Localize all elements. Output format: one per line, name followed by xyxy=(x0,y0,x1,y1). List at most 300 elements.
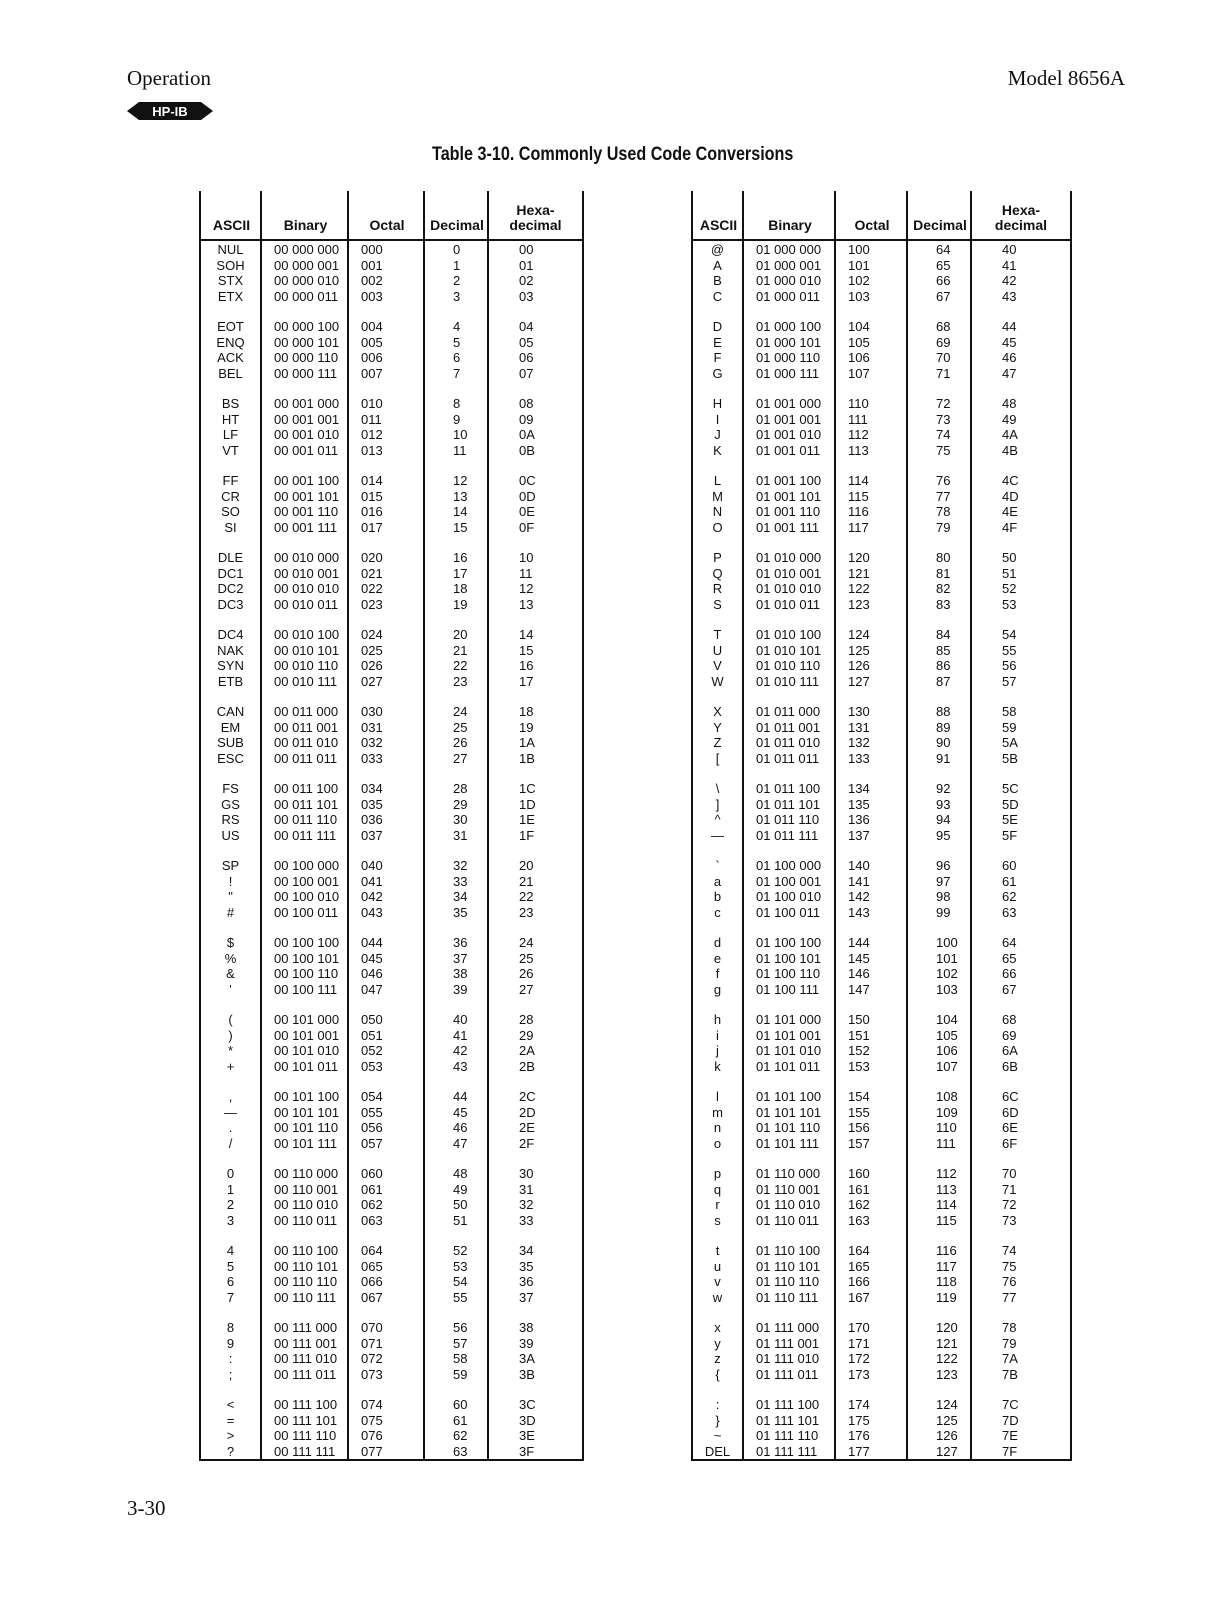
table-bottom-rule xyxy=(201,1459,582,1461)
hex-cell: 10 xyxy=(519,550,534,565)
code-table-left xyxy=(199,191,584,1461)
decimal-cell: 48 xyxy=(453,1166,468,1181)
octal-cell: 163 xyxy=(848,1212,870,1228)
ascii-cell: R xyxy=(712,581,723,597)
ascii-cell: FS xyxy=(222,781,239,796)
table-row xyxy=(201,1012,582,1028)
hex-cell: 67 xyxy=(1002,981,1017,997)
octal-cell: 046 xyxy=(361,966,383,982)
table-row xyxy=(693,335,1070,351)
hex-cell: 25 xyxy=(519,950,534,966)
octal-cell: 007 xyxy=(361,365,383,381)
octal-cell: 037 xyxy=(361,827,383,843)
hex-cell: 20 xyxy=(519,858,534,873)
decimal-cell: 58 xyxy=(453,1351,468,1367)
decimal-cell: 59 xyxy=(453,1366,468,1382)
hex-cell: 23 xyxy=(519,904,534,920)
octal-cell: 156 xyxy=(848,1120,870,1136)
decimal-cell: 68 xyxy=(936,319,951,334)
decimal-cell: 101 xyxy=(936,950,958,966)
octal-cell: 110 xyxy=(848,396,869,411)
decimal-cell: 102 xyxy=(936,966,958,982)
octal-cell: 043 xyxy=(361,904,383,920)
decimal-cell: 103 xyxy=(936,981,958,997)
decimal-cell: 12 xyxy=(453,473,468,488)
ascii-cell: SYN xyxy=(217,658,244,674)
table-row xyxy=(201,951,582,967)
hex-cell: 74 xyxy=(1002,1243,1017,1258)
table-row xyxy=(693,396,1070,412)
table-row xyxy=(693,1290,1070,1306)
octal-cell: 025 xyxy=(361,642,383,658)
hex-cell: 2B xyxy=(519,1058,535,1074)
hex-cell: 08 xyxy=(519,396,534,411)
octal-cell: 154 xyxy=(848,1089,870,1104)
ascii-cell: H xyxy=(712,396,723,411)
hex-cell: 05 xyxy=(519,334,534,350)
ascii-cell: \ xyxy=(715,781,720,796)
octal-cell: 124 xyxy=(848,627,870,642)
binary-cell: 01 000 100 xyxy=(756,319,822,334)
ascii-cell: : xyxy=(228,1351,233,1367)
ascii-cell: & xyxy=(226,966,235,982)
table-row xyxy=(201,658,582,674)
decimal-cell: 15 xyxy=(453,519,468,535)
table-row xyxy=(201,396,582,412)
ascii-cell: e xyxy=(713,950,722,966)
table-row xyxy=(201,1336,582,1352)
row-group xyxy=(201,1089,582,1166)
hex-cell: 39 xyxy=(519,1335,534,1351)
binary-cell: 01 000 001 xyxy=(756,257,822,273)
table-row xyxy=(693,1444,1070,1460)
octal-cell: 012 xyxy=(361,427,383,443)
decimal-cell: 39 xyxy=(453,981,468,997)
octal-cell: 051 xyxy=(361,1027,383,1043)
table-row xyxy=(201,889,582,905)
octal-cell: 123 xyxy=(848,596,870,612)
hex-cell: 7D xyxy=(1002,1412,1019,1428)
ascii-cell: STX xyxy=(217,273,244,289)
table-row xyxy=(693,1320,1070,1336)
octal-cell: 057 xyxy=(361,1135,383,1151)
hex-cell: 4F xyxy=(1002,519,1018,535)
octal-cell: 070 xyxy=(361,1320,383,1335)
table-row xyxy=(201,1367,582,1383)
ascii-cell: BEL xyxy=(218,365,243,381)
decimal-cell: 23 xyxy=(453,673,468,689)
octal-cell: 116 xyxy=(848,504,869,520)
table-row xyxy=(201,289,582,305)
table-row xyxy=(201,1290,582,1306)
ascii-cell: l xyxy=(716,1089,719,1104)
hex-cell: 04 xyxy=(519,319,534,334)
binary-cell: 01 111 111 xyxy=(756,1443,818,1459)
decimal-cell: 28 xyxy=(453,781,468,796)
binary-cell: 00 111 010 xyxy=(274,1351,338,1367)
binary-cell: 00 010 001 xyxy=(274,565,340,581)
table-row xyxy=(693,874,1070,890)
col-header-binary: Binary xyxy=(283,217,328,233)
binary-cell: 00 010 101 xyxy=(274,642,340,658)
table-row xyxy=(693,781,1070,797)
octal-cell: 067 xyxy=(361,1289,383,1305)
octal-cell: 050 xyxy=(361,1012,383,1027)
octal-cell: 047 xyxy=(361,981,383,997)
ascii-cell: f xyxy=(715,966,720,982)
hex-cell: 31 xyxy=(519,1181,534,1197)
hex-cell: 07 xyxy=(519,365,534,381)
ascii-cell: { xyxy=(715,1366,720,1382)
table-row xyxy=(693,1136,1070,1152)
decimal-cell: 40 xyxy=(453,1012,468,1027)
row-group xyxy=(693,1320,1070,1397)
octal-cell: 041 xyxy=(361,873,383,889)
decimal-cell: 57 xyxy=(453,1335,468,1351)
decimal-cell: 100 xyxy=(936,935,958,950)
binary-cell: 01 010 010 xyxy=(756,581,822,597)
binary-cell: 01 000 101 xyxy=(756,334,822,350)
octal-cell: 137 xyxy=(848,827,870,843)
octal-cell: 054 xyxy=(361,1089,383,1104)
octal-cell: 121 xyxy=(848,565,870,581)
ascii-cell: p xyxy=(713,1166,722,1181)
decimal-cell: 84 xyxy=(936,627,951,642)
ascii-cell: NUL xyxy=(217,242,244,257)
hex-cell: 4C xyxy=(1002,473,1019,488)
octal-cell: 140 xyxy=(848,858,870,873)
octal-cell: 155 xyxy=(848,1104,870,1120)
decimal-cell: 9 xyxy=(453,411,461,427)
decimal-cell: 35 xyxy=(453,904,468,920)
ascii-cell: ~ xyxy=(713,1428,722,1444)
decimal-cell: 95 xyxy=(936,827,951,843)
ascii-cell: ESC xyxy=(217,750,244,766)
octal-cell: 151 xyxy=(848,1027,870,1043)
hex-cell: 3C xyxy=(519,1397,536,1412)
hex-cell: 03 xyxy=(519,288,534,304)
octal-cell: 175 xyxy=(848,1412,870,1428)
binary-cell: 01 101 010 xyxy=(756,1043,822,1059)
ascii-cell: c xyxy=(714,904,721,920)
col-header-decimal: Decimal xyxy=(430,217,484,233)
binary-cell: 00 010 111 xyxy=(274,673,338,689)
table-header xyxy=(693,191,1070,241)
ascii-cell: ? xyxy=(226,1443,235,1459)
octal-cell: 171 xyxy=(848,1335,870,1351)
hex-cell: 63 xyxy=(1002,904,1017,920)
binary-cell: 00 101 111 xyxy=(274,1135,338,1151)
decimal-cell: 29 xyxy=(453,796,468,812)
binary-cell: 00 010 100 xyxy=(274,627,340,642)
binary-cell: 01 000 000 xyxy=(756,242,822,257)
row-group xyxy=(693,935,1070,1012)
decimal-cell: 109 xyxy=(936,1104,958,1120)
octal-cell: 042 xyxy=(361,889,383,905)
decimal-cell: 72 xyxy=(936,396,951,411)
hex-cell: 3B xyxy=(519,1366,535,1382)
octal-cell: 134 xyxy=(848,781,870,796)
octal-cell: 164 xyxy=(848,1243,870,1258)
hex-cell: 66 xyxy=(1002,966,1017,982)
binary-cell: 01 001 101 xyxy=(756,488,822,504)
table-row xyxy=(693,735,1070,751)
decimal-cell: 73 xyxy=(936,411,951,427)
octal-cell: 133 xyxy=(848,750,870,766)
hex-cell: 46 xyxy=(1002,350,1017,366)
binary-cell: 01 001 011 xyxy=(756,442,821,458)
decimal-cell: 52 xyxy=(453,1243,468,1258)
ascii-cell: FF xyxy=(222,473,239,488)
binary-cell: 01 110 100 xyxy=(756,1243,821,1258)
octal-cell: 143 xyxy=(848,904,870,920)
ascii-cell: b xyxy=(713,889,722,905)
binary-cell: 01 100 011 xyxy=(756,904,821,920)
ascii-cell: NAK xyxy=(217,642,244,658)
ascii-cell: 1 xyxy=(226,1181,235,1197)
ascii-cell: v xyxy=(714,1274,721,1290)
decimal-cell: 77 xyxy=(936,488,951,504)
binary-cell: 01 001 110 xyxy=(756,504,821,520)
ascii-cell: @ xyxy=(710,242,725,257)
table-row xyxy=(201,1043,582,1059)
octal-cell: 011 xyxy=(361,411,382,427)
row-group xyxy=(201,1320,582,1397)
binary-cell: 00 001 110 xyxy=(274,504,339,520)
ascii-cell: t xyxy=(715,1243,720,1258)
table-body xyxy=(693,242,1070,1474)
ascii-cell: . xyxy=(228,1120,233,1136)
hex-cell: 0A xyxy=(519,427,535,443)
hex-cell: 29 xyxy=(519,1027,534,1043)
row-group xyxy=(693,473,1070,550)
octal-cell: 104 xyxy=(848,319,870,334)
col-header-octal: Octal xyxy=(369,217,405,233)
table-title: Table 3-10. Commonly Used Code Conversions xyxy=(432,144,794,165)
table-row xyxy=(201,797,582,813)
octal-cell: 026 xyxy=(361,658,383,674)
hex-cell: 43 xyxy=(1002,288,1017,304)
table-row xyxy=(201,1059,582,1075)
binary-cell: 00 110 101 xyxy=(274,1258,339,1274)
ascii-cell: 6 xyxy=(226,1274,235,1290)
decimal-cell: 13 xyxy=(453,488,468,504)
table-row xyxy=(201,1197,582,1213)
octal-cell: 145 xyxy=(848,950,870,966)
binary-cell: 00 001 101 xyxy=(274,488,340,504)
hex-cell: 7B xyxy=(1002,1366,1018,1382)
decimal-cell: 44 xyxy=(453,1089,468,1104)
table-row xyxy=(693,828,1070,844)
octal-cell: 056 xyxy=(361,1120,383,1136)
hex-cell: 53 xyxy=(1002,596,1017,612)
binary-cell: 00 100 010 xyxy=(274,889,340,905)
hex-cell: 22 xyxy=(519,889,534,905)
hex-cell: 12 xyxy=(519,581,534,597)
decimal-cell: 106 xyxy=(936,1043,958,1059)
binary-cell: 00 111 001 xyxy=(274,1335,338,1351)
hex-cell: 09 xyxy=(519,411,534,427)
decimal-cell: 11 xyxy=(453,442,467,458)
octal-cell: 115 xyxy=(848,488,869,504)
table-row xyxy=(693,597,1070,613)
octal-cell: 166 xyxy=(848,1274,870,1290)
table-row xyxy=(693,350,1070,366)
hex-cell: 13 xyxy=(519,596,534,612)
row-group xyxy=(201,550,582,627)
binary-cell: 01 111 100 xyxy=(756,1397,820,1412)
ascii-cell: } xyxy=(715,1412,720,1428)
binary-cell: 01 011 011 xyxy=(756,750,820,766)
table-row xyxy=(693,704,1070,720)
ascii-cell: HT xyxy=(221,411,240,427)
hex-cell: 58 xyxy=(1002,704,1017,719)
hex-cell: 57 xyxy=(1002,673,1017,689)
binary-cell: 00 101 101 xyxy=(274,1104,340,1120)
ascii-cell: z xyxy=(714,1351,721,1367)
octal-cell: 060 xyxy=(361,1166,383,1181)
binary-cell: 01 011 001 xyxy=(756,719,821,735)
binary-cell: 00 101 110 xyxy=(274,1120,339,1136)
table-row xyxy=(201,982,582,998)
binary-cell: 00 111 100 xyxy=(274,1397,338,1412)
decimal-cell: 79 xyxy=(936,519,951,535)
ascii-cell: Q xyxy=(712,565,723,581)
binary-cell: 00 011 001 xyxy=(274,719,339,735)
decimal-cell: 47 xyxy=(453,1135,468,1151)
row-group xyxy=(201,781,582,858)
octal-cell: 003 xyxy=(361,288,383,304)
ascii-cell: r xyxy=(715,1197,720,1213)
hex-cell: 61 xyxy=(1002,873,1017,889)
decimal-cell: 96 xyxy=(936,858,951,873)
ascii-cell: U xyxy=(712,642,723,658)
table-row xyxy=(201,1089,582,1105)
octal-cell: 055 xyxy=(361,1104,383,1120)
row-group xyxy=(693,1397,1070,1474)
table-row xyxy=(693,627,1070,643)
hex-cell: 40 xyxy=(1002,242,1017,257)
decimal-cell: 78 xyxy=(936,504,951,520)
binary-cell: 01 011 101 xyxy=(756,796,821,812)
binary-cell: 00 011 000 xyxy=(274,704,339,719)
octal-cell: 004 xyxy=(361,319,383,334)
table-row xyxy=(693,1182,1070,1198)
decimal-cell: 105 xyxy=(936,1027,958,1043)
table-row xyxy=(201,858,582,874)
table-row xyxy=(201,1136,582,1152)
hex-cell: 38 xyxy=(519,1320,534,1335)
decimal-cell: 66 xyxy=(936,273,951,289)
table-header xyxy=(201,191,582,241)
table-row xyxy=(693,720,1070,736)
table-row xyxy=(201,597,582,613)
octal-cell: 033 xyxy=(361,750,383,766)
hex-cell: 0E xyxy=(519,504,535,520)
binary-cell: 00 111 110 xyxy=(274,1428,337,1444)
octal-cell: 074 xyxy=(361,1397,383,1412)
binary-cell: 01 111 110 xyxy=(756,1428,819,1444)
decimal-cell: 121 xyxy=(936,1335,958,1351)
table-row xyxy=(693,1428,1070,1444)
octal-cell: 147 xyxy=(848,981,870,997)
table-row xyxy=(201,1213,582,1229)
octal-cell: 120 xyxy=(848,550,870,565)
hpib-logo xyxy=(127,98,213,124)
hex-cell: 7C xyxy=(1002,1397,1019,1412)
binary-cell: 01 010 000 xyxy=(756,550,822,565)
binary-cell: 01 001 000 xyxy=(756,396,822,411)
octal-cell: 077 xyxy=(361,1443,383,1459)
hex-cell: 47 xyxy=(1002,365,1017,381)
decimal-cell: 41 xyxy=(453,1027,468,1043)
decimal-cell: 0 xyxy=(453,242,461,257)
decimal-cell: 2 xyxy=(453,273,461,289)
decimal-cell: 27 xyxy=(453,750,468,766)
table-row xyxy=(201,443,582,459)
ascii-cell: CAN xyxy=(216,704,245,719)
hex-cell: 72 xyxy=(1002,1197,1017,1213)
table-row xyxy=(201,704,582,720)
hex-cell: 75 xyxy=(1002,1258,1017,1274)
row-group xyxy=(693,1166,1070,1243)
octal-cell: 040 xyxy=(361,858,383,873)
hex-cell: 2E xyxy=(519,1120,535,1136)
ascii-cell: g xyxy=(713,981,722,997)
decimal-cell: 86 xyxy=(936,658,951,674)
binary-cell: 00 000 000 xyxy=(274,242,340,257)
table-row xyxy=(693,566,1070,582)
table-row xyxy=(201,273,582,289)
ascii-cell: " xyxy=(228,889,233,905)
ascii-cell: # xyxy=(226,904,235,920)
ascii-cell: h xyxy=(713,1012,722,1027)
hex-cell: 62 xyxy=(1002,889,1017,905)
table-row xyxy=(693,812,1070,828)
octal-cell: 131 xyxy=(848,719,870,735)
binary-cell: 01 111 101 xyxy=(756,1412,820,1428)
table-row xyxy=(693,751,1070,767)
ascii-cell: q xyxy=(713,1181,722,1197)
table-row xyxy=(201,905,582,921)
decimal-cell: 122 xyxy=(936,1351,958,1367)
binary-cell: 01 011 010 xyxy=(756,735,821,751)
ascii-cell: ( xyxy=(228,1012,233,1027)
ascii-cell: 9 xyxy=(226,1335,235,1351)
decimal-cell: 24 xyxy=(453,704,468,719)
octal-cell: 167 xyxy=(848,1289,870,1305)
decimal-cell: 70 xyxy=(936,350,951,366)
binary-cell: 01 111 010 xyxy=(756,1351,820,1367)
ascii-cell: 2 xyxy=(226,1197,235,1213)
hex-cell: 55 xyxy=(1002,642,1017,658)
decimal-cell: 71 xyxy=(936,365,951,381)
binary-cell: 01 101 101 xyxy=(756,1104,822,1120)
row-group xyxy=(693,319,1070,396)
hex-cell: 18 xyxy=(519,704,534,719)
decimal-cell: 42 xyxy=(453,1043,468,1059)
hex-cell: 49 xyxy=(1002,411,1017,427)
row-group xyxy=(201,242,582,319)
binary-cell: 00 010 010 xyxy=(274,581,340,597)
octal-cell: 065 xyxy=(361,1258,383,1274)
table-row xyxy=(201,335,582,351)
binary-cell: 01 101 001 xyxy=(756,1027,822,1043)
octal-cell: 125 xyxy=(848,642,870,658)
ascii-cell: EOT xyxy=(217,319,244,334)
ascii-cell: T xyxy=(713,627,722,642)
ascii-cell: SUB xyxy=(217,735,244,751)
